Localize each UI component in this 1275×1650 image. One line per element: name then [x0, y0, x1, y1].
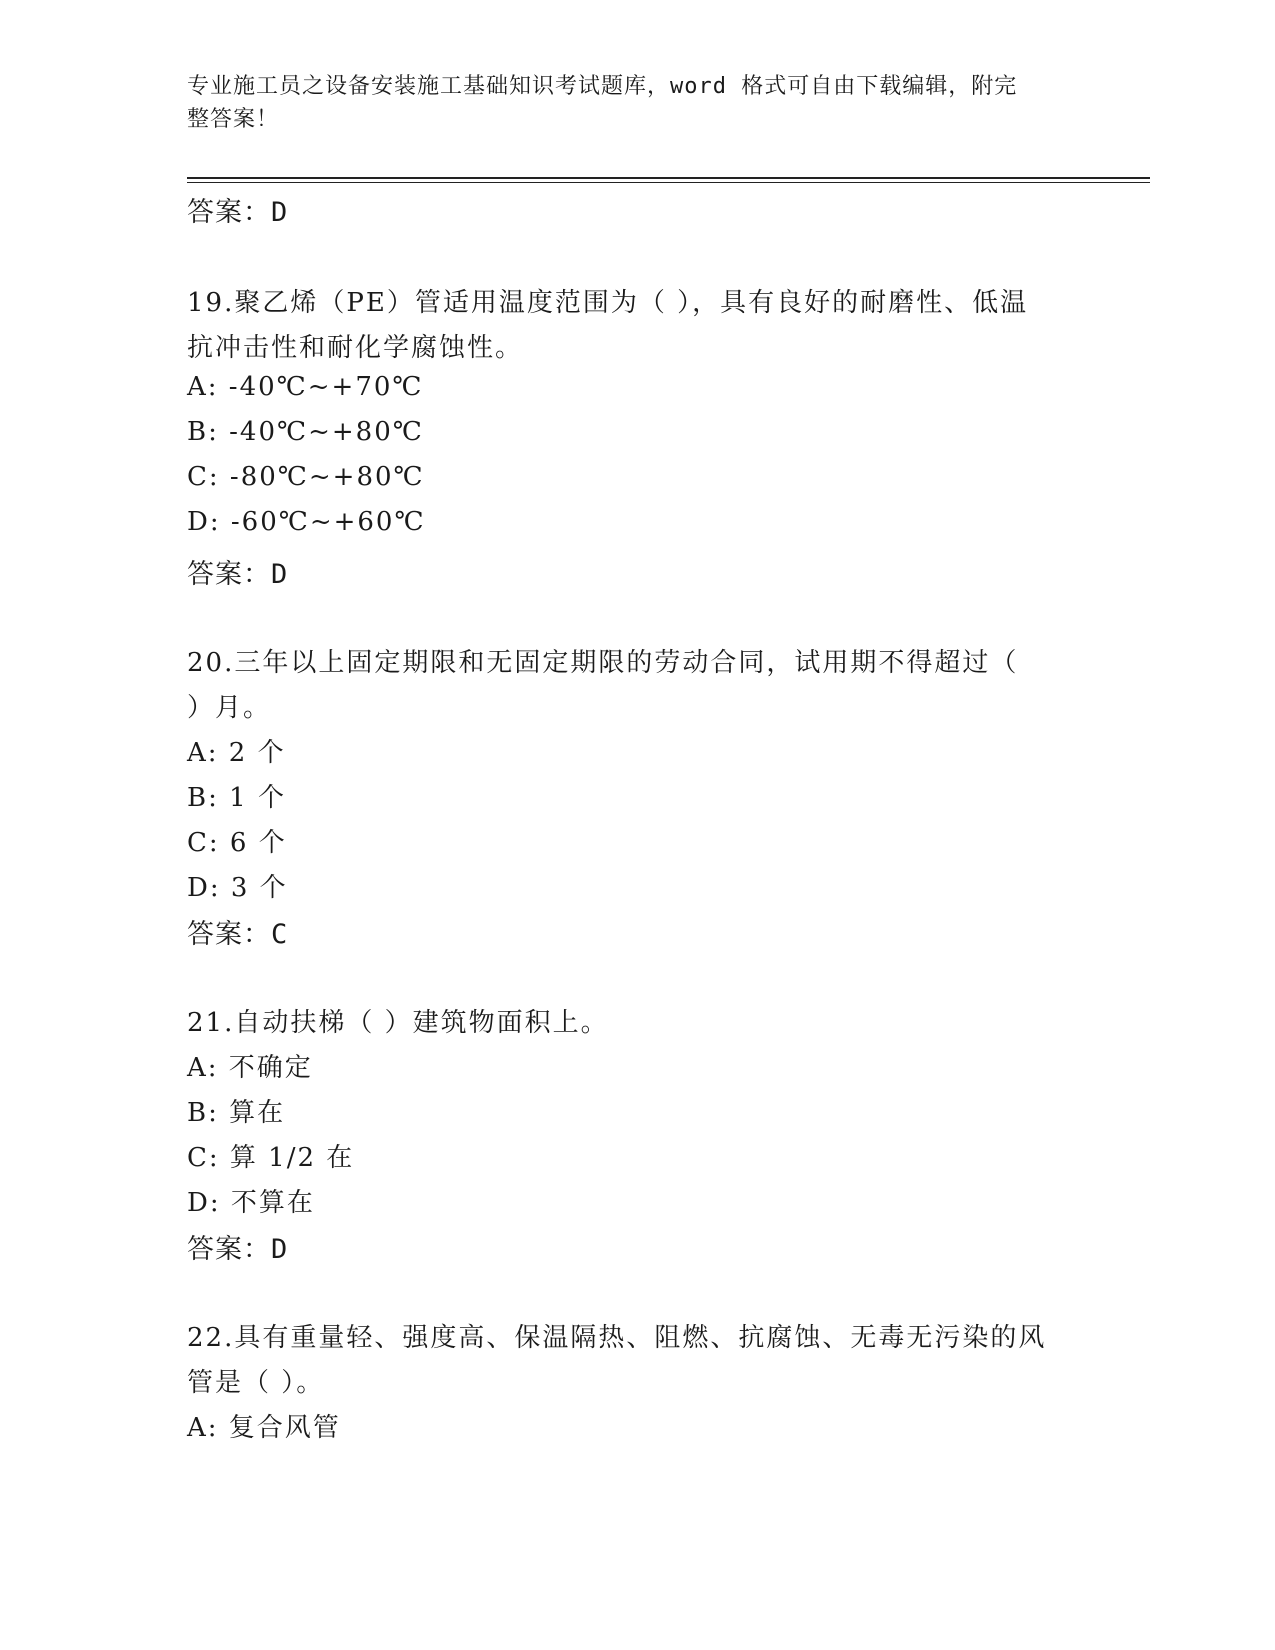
question-19-line-1: 19.聚乙烯（PE）管适用温度范围为（ ），具有良好的耐磨性、低温 [187, 288, 1029, 318]
question-21-option-c: C: 算 1/2 在 [187, 1143, 355, 1173]
question-21-answer: 答案：D [187, 1234, 289, 1265]
question-20-option-a: A: 2 个 [187, 738, 286, 768]
question-21-option-b: B: 算在 [187, 1098, 286, 1128]
question-20-option-c: C: 6 个 [187, 828, 287, 858]
question-19-option-d: D: -60℃~+60℃ [187, 507, 426, 537]
question-19-line-2: 抗冲击性和耐化学腐蚀性。 [187, 333, 524, 363]
answer-prev: 答案：D [187, 197, 289, 228]
question-20-option-b: B: 1 个 [187, 783, 286, 813]
question-20-line-2: ）月。 [187, 693, 272, 723]
document-header [187, 70, 1067, 136]
question-20-answer: 答案：C [187, 919, 289, 950]
question-19-option-a: A: -40℃~+70℃ [187, 372, 424, 402]
question-22-line-1: 22.具有重量轻、强度高、保温隔热、阻燃、抗腐蚀、无毒无污染的风 [187, 1323, 1047, 1353]
question-19-option-b: B: -40℃~+80℃ [187, 417, 424, 447]
question-20-line-1: 20.三年以上固定期限和无固定期限的劳动合同，试用期不得超过（ [187, 648, 1019, 678]
question-21-option-d: D: 不算在 [187, 1188, 315, 1218]
question-20-option-d: D: 3 个 [187, 873, 288, 903]
question-21-option-a: A: 不确定 [187, 1053, 313, 1083]
header-line-2: 整答案！ [187, 107, 280, 132]
question-19-answer: 答案：D [187, 559, 289, 590]
question-19-option-c: C: -80℃~+80℃ [187, 462, 425, 492]
header-line-1: 专业施工员之设备安装施工基础知识考试题库，word 格式可自由下载编辑，附完 [187, 74, 1018, 99]
header-divider [187, 177, 1150, 179]
header-divider-thin [187, 182, 1150, 183]
question-22-line-2: 管是（ ）。 [187, 1368, 325, 1398]
question-21-line-1: 21.自动扶梯（ ）建筑物面积上。 [187, 1008, 609, 1038]
question-22-option-a: A: 复合风管 [187, 1413, 341, 1443]
